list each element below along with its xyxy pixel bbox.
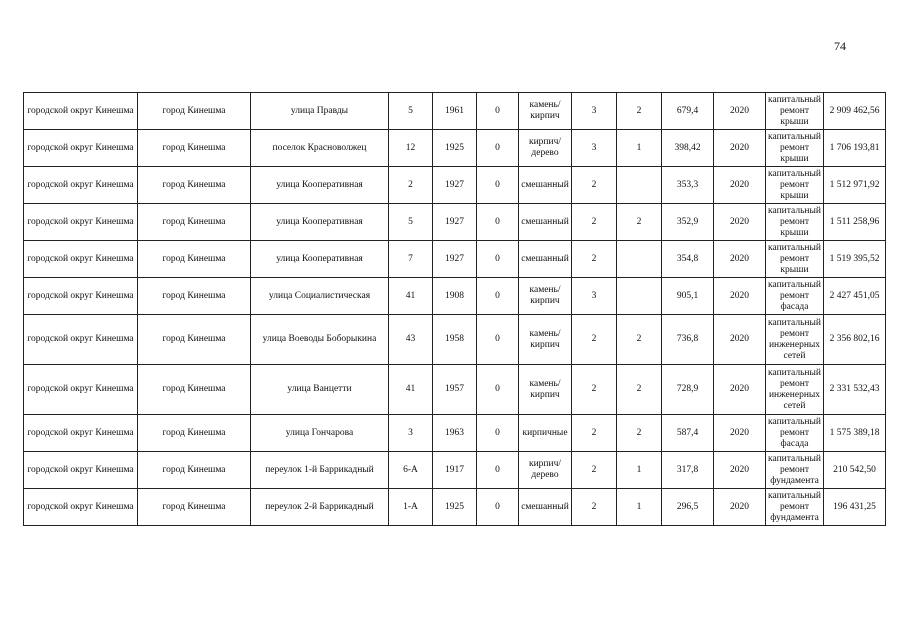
- cell-house-number: 43: [389, 315, 433, 365]
- cell-zero-value: 0: [477, 167, 519, 204]
- cell-area: 296,5: [662, 489, 714, 526]
- cell-street: улица Ванцетти: [251, 365, 389, 415]
- cell-street: улица Воеводы Боборыкина: [251, 315, 389, 365]
- cell-wall-material: смешанный: [519, 489, 572, 526]
- cell-wall-material: камень/кирпич: [519, 93, 572, 130]
- cell-work-type: капитальный ремонт фундамента: [766, 452, 824, 489]
- cell-zero-value: 0: [477, 204, 519, 241]
- cell-cost: 1 575 389,18: [824, 415, 886, 452]
- cell-municipality: городской округ Кинешма: [24, 415, 138, 452]
- cell-settlement: город Кинешма: [138, 452, 251, 489]
- cell-municipality: городской округ Кинешма: [24, 241, 138, 278]
- cell-floors: 2: [572, 315, 617, 365]
- cell-zero-value: 0: [477, 241, 519, 278]
- cell-house-number: 1-А: [389, 489, 433, 526]
- cell-municipality: городской округ Кинешма: [24, 130, 138, 167]
- cell-street: переулок 1-й Баррикадный: [251, 452, 389, 489]
- cell-wall-material: смешанный: [519, 241, 572, 278]
- cell-wall-material: кирпичные: [519, 415, 572, 452]
- cell-house-number: 2: [389, 167, 433, 204]
- cell-settlement: город Кинешма: [138, 130, 251, 167]
- cell-area: 728,9: [662, 365, 714, 415]
- cell-floors: 2: [572, 204, 617, 241]
- page-number: 74: [834, 39, 846, 53]
- cell-entrances: 2: [617, 365, 662, 415]
- cell-work-type: капитальный ремонт фасада: [766, 415, 824, 452]
- cell-wall-material: кирпич/дерево: [519, 130, 572, 167]
- table-row: [24, 130, 886, 167]
- cell-house-number: 3: [389, 415, 433, 452]
- cell-repair-year: 2020: [714, 365, 766, 415]
- cell-area: 398,42: [662, 130, 714, 167]
- cell-cost: 210 542,50: [824, 452, 886, 489]
- cell-settlement: город Кинешма: [138, 489, 251, 526]
- table-row: [24, 278, 886, 315]
- cell-work-type: капитальный ремонт крыши: [766, 130, 824, 167]
- cell-work-type: капитальный ремонт фасада: [766, 278, 824, 315]
- table-row: [24, 452, 886, 489]
- cell-settlement: город Кинешма: [138, 93, 251, 130]
- cell-street: улица Социалистическая: [251, 278, 389, 315]
- cell-area: 736,8: [662, 315, 714, 365]
- cell-municipality: городской округ Кинешма: [24, 204, 138, 241]
- housing-registry-table: [23, 92, 886, 526]
- cell-zero-value: 0: [477, 365, 519, 415]
- cell-house-number: 5: [389, 204, 433, 241]
- cell-build-year: 1927: [433, 241, 477, 278]
- cell-street: улица Кооперативная: [251, 204, 389, 241]
- cell-entrances: [617, 278, 662, 315]
- cell-entrances: 2: [617, 204, 662, 241]
- table-row: [24, 365, 886, 415]
- cell-area: 317,8: [662, 452, 714, 489]
- table-row: [24, 315, 886, 365]
- cell-settlement: город Кинешма: [138, 167, 251, 204]
- cell-street: улица Кооперативная: [251, 241, 389, 278]
- table-row: [24, 93, 886, 130]
- cell-settlement: город Кинешма: [138, 415, 251, 452]
- cell-cost: 1 519 395,52: [824, 241, 886, 278]
- cell-entrances: 1: [617, 489, 662, 526]
- cell-zero-value: 0: [477, 315, 519, 365]
- cell-entrances: 1: [617, 130, 662, 167]
- cell-area: 587,4: [662, 415, 714, 452]
- cell-entrances: 2: [617, 93, 662, 130]
- cell-entrances: 2: [617, 415, 662, 452]
- cell-settlement: город Кинешма: [138, 365, 251, 415]
- cell-zero-value: 0: [477, 130, 519, 167]
- cell-cost: 2 427 451,05: [824, 278, 886, 315]
- cell-settlement: город Кинешма: [138, 204, 251, 241]
- cell-area: 354,8: [662, 241, 714, 278]
- cell-cost: 196 431,25: [824, 489, 886, 526]
- cell-municipality: городской округ Кинешма: [24, 167, 138, 204]
- cell-cost: 2 356 802,16: [824, 315, 886, 365]
- cell-area: 905,1: [662, 278, 714, 315]
- cell-floors: 2: [572, 241, 617, 278]
- cell-house-number: 5: [389, 93, 433, 130]
- cell-repair-year: 2020: [714, 278, 766, 315]
- cell-entrances: 2: [617, 315, 662, 365]
- cell-zero-value: 0: [477, 415, 519, 452]
- cell-municipality: городской округ Кинешма: [24, 278, 138, 315]
- cell-street: улица Кооперативная: [251, 167, 389, 204]
- cell-build-year: 1908: [433, 278, 477, 315]
- cell-municipality: городской округ Кинешма: [24, 93, 138, 130]
- cell-build-year: 1961: [433, 93, 477, 130]
- cell-repair-year: 2020: [714, 315, 766, 365]
- cell-municipality: городской округ Кинешма: [24, 452, 138, 489]
- cell-house-number: 41: [389, 278, 433, 315]
- cell-floors: 2: [572, 452, 617, 489]
- cell-work-type: капитальный ремонт крыши: [766, 167, 824, 204]
- table-row: [24, 167, 886, 204]
- cell-floors: 2: [572, 489, 617, 526]
- cell-repair-year: 2020: [714, 415, 766, 452]
- cell-street: поселок Красноволжец: [251, 130, 389, 167]
- cell-zero-value: 0: [477, 489, 519, 526]
- cell-repair-year: 2020: [714, 130, 766, 167]
- cell-cost: 2 331 532,43: [824, 365, 886, 415]
- cell-zero-value: 0: [477, 452, 519, 489]
- cell-settlement: город Кинешма: [138, 241, 251, 278]
- cell-house-number: 12: [389, 130, 433, 167]
- cell-municipality: городской округ Кинешма: [24, 365, 138, 415]
- cell-floors: 3: [572, 93, 617, 130]
- cell-build-year: 1958: [433, 315, 477, 365]
- table-row: [24, 204, 886, 241]
- cell-build-year: 1917: [433, 452, 477, 489]
- cell-entrances: [617, 241, 662, 278]
- cell-repair-year: 2020: [714, 452, 766, 489]
- cell-repair-year: 2020: [714, 204, 766, 241]
- cell-work-type: капитальный ремонт крыши: [766, 93, 824, 130]
- cell-work-type: капитальный ремонт инженерных сетей: [766, 315, 824, 365]
- cell-repair-year: 2020: [714, 167, 766, 204]
- cell-cost: 1 512 971,92: [824, 167, 886, 204]
- cell-work-type: капитальный ремонт крыши: [766, 241, 824, 278]
- cell-wall-material: смешанный: [519, 204, 572, 241]
- cell-build-year: 1963: [433, 415, 477, 452]
- cell-zero-value: 0: [477, 93, 519, 130]
- cell-cost: 1 511 258,96: [824, 204, 886, 241]
- cell-wall-material: смешанный: [519, 167, 572, 204]
- cell-area: 353,3: [662, 167, 714, 204]
- cell-settlement: город Кинешма: [138, 278, 251, 315]
- cell-municipality: городской округ Кинешма: [24, 315, 138, 365]
- cell-street: переулок 2-й Баррикадный: [251, 489, 389, 526]
- cell-wall-material: камень/кирпич: [519, 315, 572, 365]
- cell-zero-value: 0: [477, 278, 519, 315]
- cell-wall-material: камень/кирпич: [519, 365, 572, 415]
- cell-build-year: 1927: [433, 204, 477, 241]
- table-row: [24, 241, 886, 278]
- cell-area: 352,9: [662, 204, 714, 241]
- cell-floors: 3: [572, 278, 617, 315]
- cell-house-number: 7: [389, 241, 433, 278]
- cell-street: улица Правды: [251, 93, 389, 130]
- cell-wall-material: камень/кирпич: [519, 278, 572, 315]
- cell-cost: 2 909 462,56: [824, 93, 886, 130]
- cell-street: улица Гончарова: [251, 415, 389, 452]
- cell-work-type: капитальный ремонт крыши: [766, 204, 824, 241]
- table-row: [24, 415, 886, 452]
- cell-cost: 1 706 193,81: [824, 130, 886, 167]
- cell-build-year: 1957: [433, 365, 477, 415]
- cell-build-year: 1927: [433, 167, 477, 204]
- cell-repair-year: 2020: [714, 489, 766, 526]
- cell-build-year: 1925: [433, 489, 477, 526]
- table-row: [24, 489, 886, 526]
- cell-area: 679,4: [662, 93, 714, 130]
- cell-wall-material: кирпич/дерево: [519, 452, 572, 489]
- cell-house-number: 41: [389, 365, 433, 415]
- cell-floors: 2: [572, 415, 617, 452]
- cell-floors: 2: [572, 365, 617, 415]
- cell-repair-year: 2020: [714, 241, 766, 278]
- cell-settlement: город Кинешма: [138, 315, 251, 365]
- cell-floors: 3: [572, 130, 617, 167]
- cell-municipality: городской округ Кинешма: [24, 489, 138, 526]
- cell-entrances: 1: [617, 452, 662, 489]
- cell-repair-year: 2020: [714, 93, 766, 130]
- cell-house-number: 6-А: [389, 452, 433, 489]
- cell-floors: 2: [572, 167, 617, 204]
- cell-entrances: [617, 167, 662, 204]
- cell-work-type: капитальный ремонт инженерных сетей: [766, 365, 824, 415]
- cell-work-type: капитальный ремонт фундамента: [766, 489, 824, 526]
- cell-build-year: 1925: [433, 130, 477, 167]
